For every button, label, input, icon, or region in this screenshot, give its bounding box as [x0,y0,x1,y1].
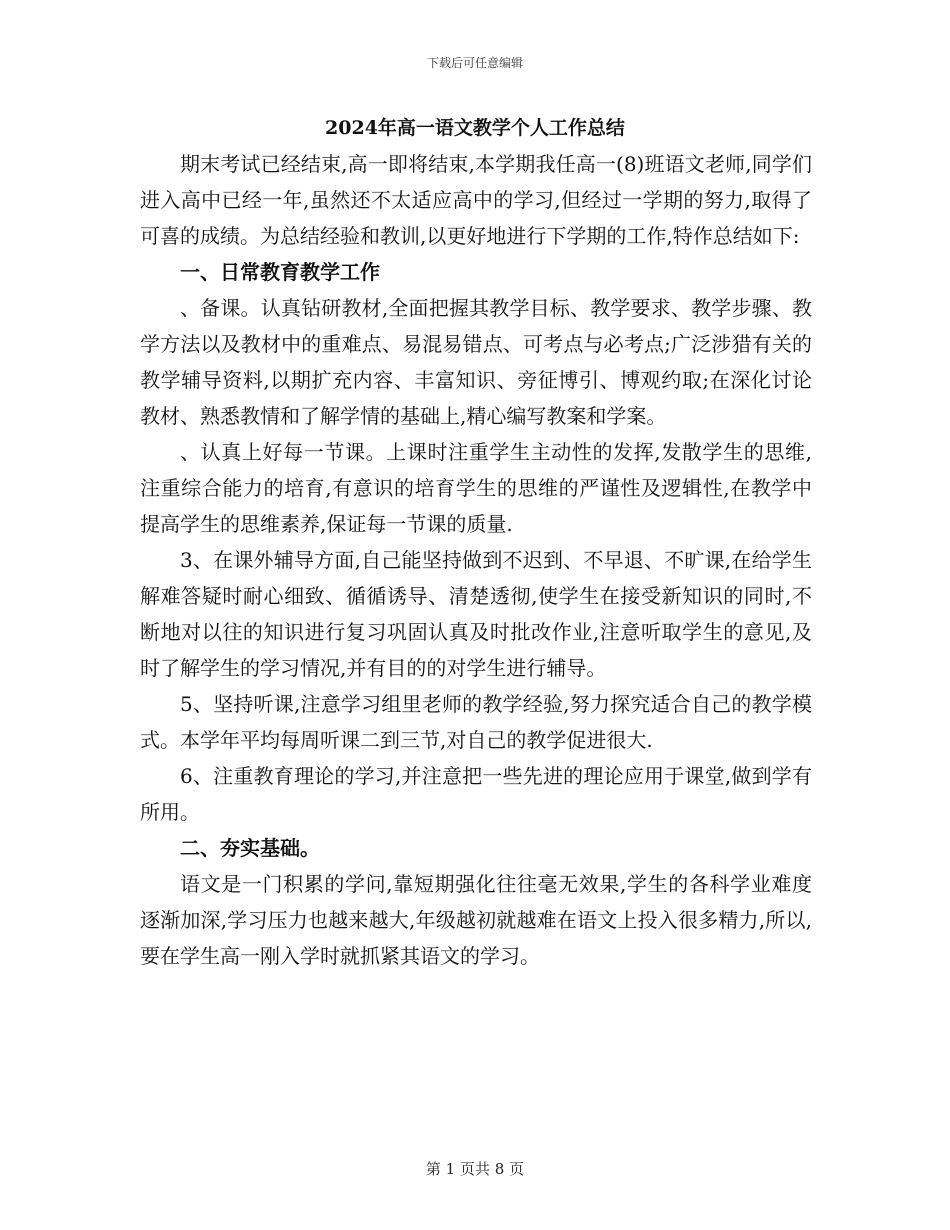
paragraph-teaching: 、认真上好每一节课。上课时注重学生主动性的发挥,发散学生的思维,注重综合能力的培育,有意识的培育学生的思维的严谨性及逻辑性,在教学中提高学生的思维素养,保证每一节课的质量. [140,440,812,536]
section-heading-2: 二、夯实基础。 [180,836,320,860]
section-heading-1: 一、日常教育教学工作 [180,260,380,284]
page-number: 第 1 页共 8 页 [425,1160,525,1178]
document-title: 2024年高一语文教学个人工作总结 [325,117,625,139]
paragraph-observation: 5、坚持听课,注意学习组里老师的教学经验,努力探究适合自己的教学模式。本学年平均每周听课二到三节,对自己的教学促进很大. [140,692,812,752]
paragraph-theory: 6、注重教育理论的学习,并注意把一些先进的理论应用于课堂,做到学有所用。 [140,764,812,824]
header-note: 下载后可任意编辑 [426,56,523,70]
paragraph-foundation: 语文是一门积累的学问,靠短期强化往往毫无效果,学生的各科学业难度逐渐加深,学习压力也越来越大,年级越初就越难在语文上投入很多精力,所以,要在学生高一刚入学时就抓紧其语文的学习。 [140,872,812,968]
paragraph-lesson-prep: 、备课。认真钻研教材,全面把握其教学目标、教学要求、教学步骤、教学方法以及教材中的重难点、易混易错点、可考点与必考点;广泛涉猎有关的教学辅导资料,以期扩充内容、丰富知识、旁征博引、博观约取;在深化讨论教材、熟悉教情和了解学情的基础上,精心编写教案和学案。 [140,296,812,428]
document-body [140,146,812,974]
paragraph-tutoring: 3、在课外辅导方面,自己能坚持做到不迟到、不早退、不旷课,在给学生解难答疑时耐心细致、循循诱导、清楚透彻,使学生在接受新知识的同时,不断地对以往的知识进行复习巩固认真及时批改作业,注意听取学生的意见,及时了解学生的学习情况,并有目的的对学生进行辅导。 [140,548,812,680]
paragraph-intro: 期末考试已经结束,高一即将结束,本学期我任高一(8)班语文老师,同学们进入高中已经一年,虽然还不太适应高中的学习,但经过一学期的努力,取得了可喜的成绩。为总结经验和教训,以更好地进行下学期的工作,特作总结如下: [140,152,812,248]
